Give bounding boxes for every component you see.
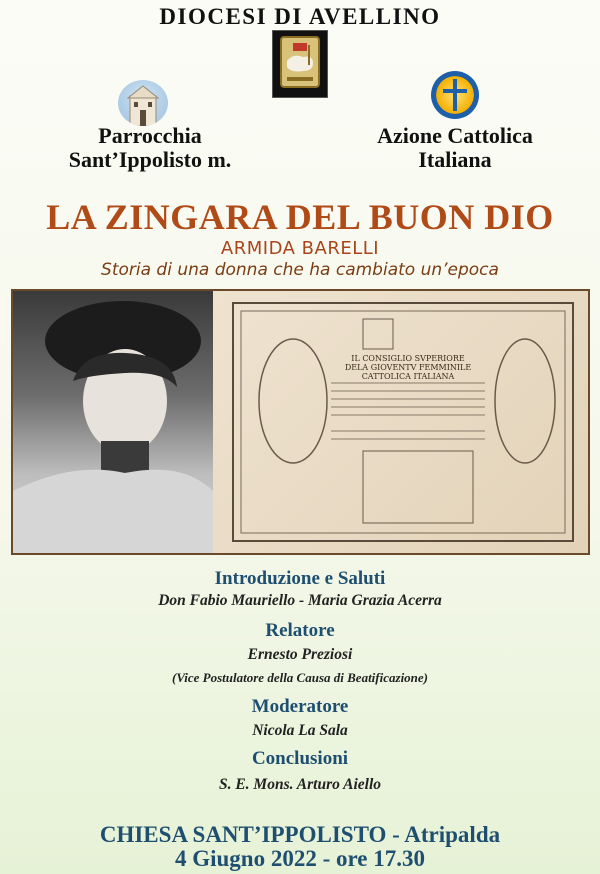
parish-line-1: Parrocchia: [98, 123, 202, 148]
event-datetime: 4 Giugno 2022 - ore 17.30: [174, 846, 426, 871]
church-facade-icon: [118, 80, 168, 126]
event-tagline: Storia di una donna che ha cambiato un’epoca: [101, 260, 499, 280]
venue: CHIESA SANT’IPPOLISTO - Atripalda: [99, 822, 501, 847]
parish-line-2: Sant’Ippolisto m.: [68, 147, 232, 172]
certificate-line-3: CATTOLICA ITALIANA: [361, 372, 455, 381]
diocese-title: DIOCESI DI AVELLINO: [159, 4, 441, 29]
conclusions-name: S. E. Mons. Arturo Aiello: [218, 776, 382, 793]
conclusions-heading: Conclusioni: [251, 748, 349, 769]
woman-portrait-image: [13, 291, 213, 553]
certificate-line-2: DELA GIOVENTV FEMMINILE: [344, 363, 472, 372]
association-line-2: Italiana: [418, 147, 492, 172]
moderator-heading: Moderatore: [251, 696, 349, 717]
moderator-name: Nicola La Sala: [252, 722, 348, 739]
speaker-name: Ernesto Preziosi: [247, 646, 353, 663]
association-name: [330, 124, 580, 172]
parish-name: [30, 124, 270, 172]
certificate-image: [213, 291, 588, 553]
speaker-role: (Vice Postulatore della Causa di Beatificazione): [171, 670, 429, 685]
azione-cattolica-cross-icon: [431, 71, 479, 119]
association-line-1: Azione Cattolica: [377, 123, 533, 148]
speaker-heading: Relatore: [265, 620, 335, 641]
portrait-and-certificate-photo: [11, 289, 590, 555]
lamb-coat-of-arms-icon: [272, 30, 328, 98]
event-title: LA ZINGARA DEL BUON DIO: [46, 197, 554, 237]
event-subtitle: ARMIDA BARELLI: [220, 238, 380, 259]
intro-heading: Introduzione e Saluti: [214, 568, 386, 589]
certificate-line-1: IL CONSIGLIO SVPERIORE: [351, 354, 465, 363]
intro-people: Don Fabio Mauriello - Maria Grazia Acerra: [158, 592, 442, 609]
